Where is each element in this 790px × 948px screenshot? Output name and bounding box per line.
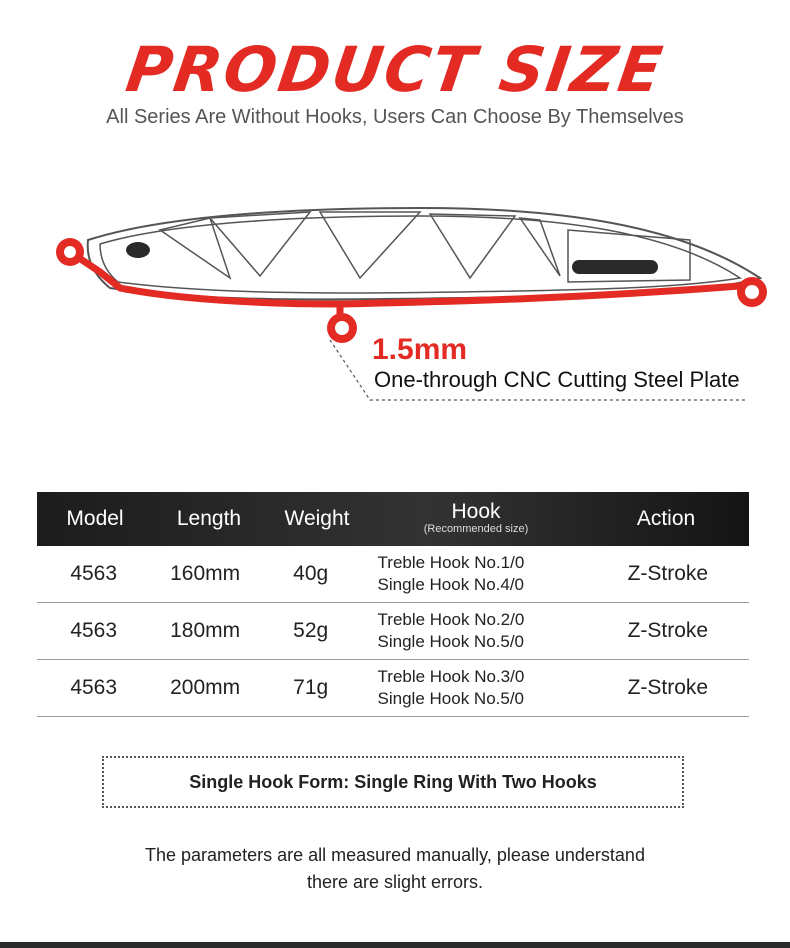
table-header bbox=[37, 492, 749, 546]
cell-length: 200mm bbox=[170, 676, 241, 699]
cell-hook-treble: Treble Hook No.2/0 bbox=[377, 610, 525, 629]
cell-model: 4563 bbox=[70, 676, 118, 699]
disclaimer bbox=[0, 842, 790, 896]
hook-form-note: Single Hook Form: Single Ring With Two Hooks bbox=[102, 756, 684, 808]
cell-hook bbox=[362, 666, 587, 710]
lure-slot bbox=[572, 260, 658, 274]
plate-description: One-through CNC Cutting Steel Plate bbox=[374, 367, 740, 392]
header-hook-label: Hook bbox=[451, 500, 501, 523]
header-hook bbox=[369, 502, 583, 536]
cell-hook-single: Single Hook No.5/0 bbox=[377, 632, 525, 651]
page-title: PRODUCT SIZE bbox=[121, 33, 669, 106]
header-length: Length bbox=[176, 507, 242, 530]
cell-action: Z-Stroke bbox=[627, 676, 709, 699]
cell-weight: 40g bbox=[293, 562, 329, 585]
cell-action: Z-Stroke bbox=[627, 619, 709, 642]
cell-hook-single: Single Hook No.4/0 bbox=[377, 575, 525, 594]
cell-weight: 52g bbox=[293, 619, 329, 642]
cell-length: 160mm bbox=[170, 562, 241, 585]
size-table bbox=[37, 492, 749, 717]
header-hook-note: (Recommended size) bbox=[423, 523, 529, 535]
header-model: Model bbox=[66, 507, 124, 530]
lure-eye bbox=[126, 242, 150, 258]
table-row bbox=[37, 603, 749, 660]
header-weight: Weight bbox=[284, 507, 350, 530]
cell-hook bbox=[362, 552, 587, 596]
cell-weight: 71g bbox=[293, 676, 329, 699]
plate-thickness: 1.5mm bbox=[372, 333, 468, 366]
cell-hook-treble: Treble Hook No.3/0 bbox=[377, 667, 525, 686]
cell-hook-single: Single Hook No.5/0 bbox=[377, 689, 525, 708]
cell-action: Z-Stroke bbox=[627, 562, 709, 585]
header-action: Action bbox=[636, 507, 696, 530]
page-subtitle: All Series Are Without Hooks, Users Can Choose By Themselves bbox=[106, 106, 684, 128]
disclaimer-line-1: The parameters are all measured manually, please understand bbox=[145, 845, 645, 865]
cell-model: 4563 bbox=[70, 619, 118, 642]
table-row bbox=[37, 546, 749, 603]
disclaimer-line-2: there are slight errors. bbox=[306, 872, 484, 892]
table-row bbox=[37, 660, 749, 717]
cell-hook-treble: Treble Hook No.1/0 bbox=[377, 553, 525, 572]
cell-length: 180mm bbox=[170, 619, 241, 642]
bottom-divider bbox=[0, 942, 790, 948]
cell-hook bbox=[362, 609, 587, 653]
cell-model: 4563 bbox=[70, 562, 118, 585]
